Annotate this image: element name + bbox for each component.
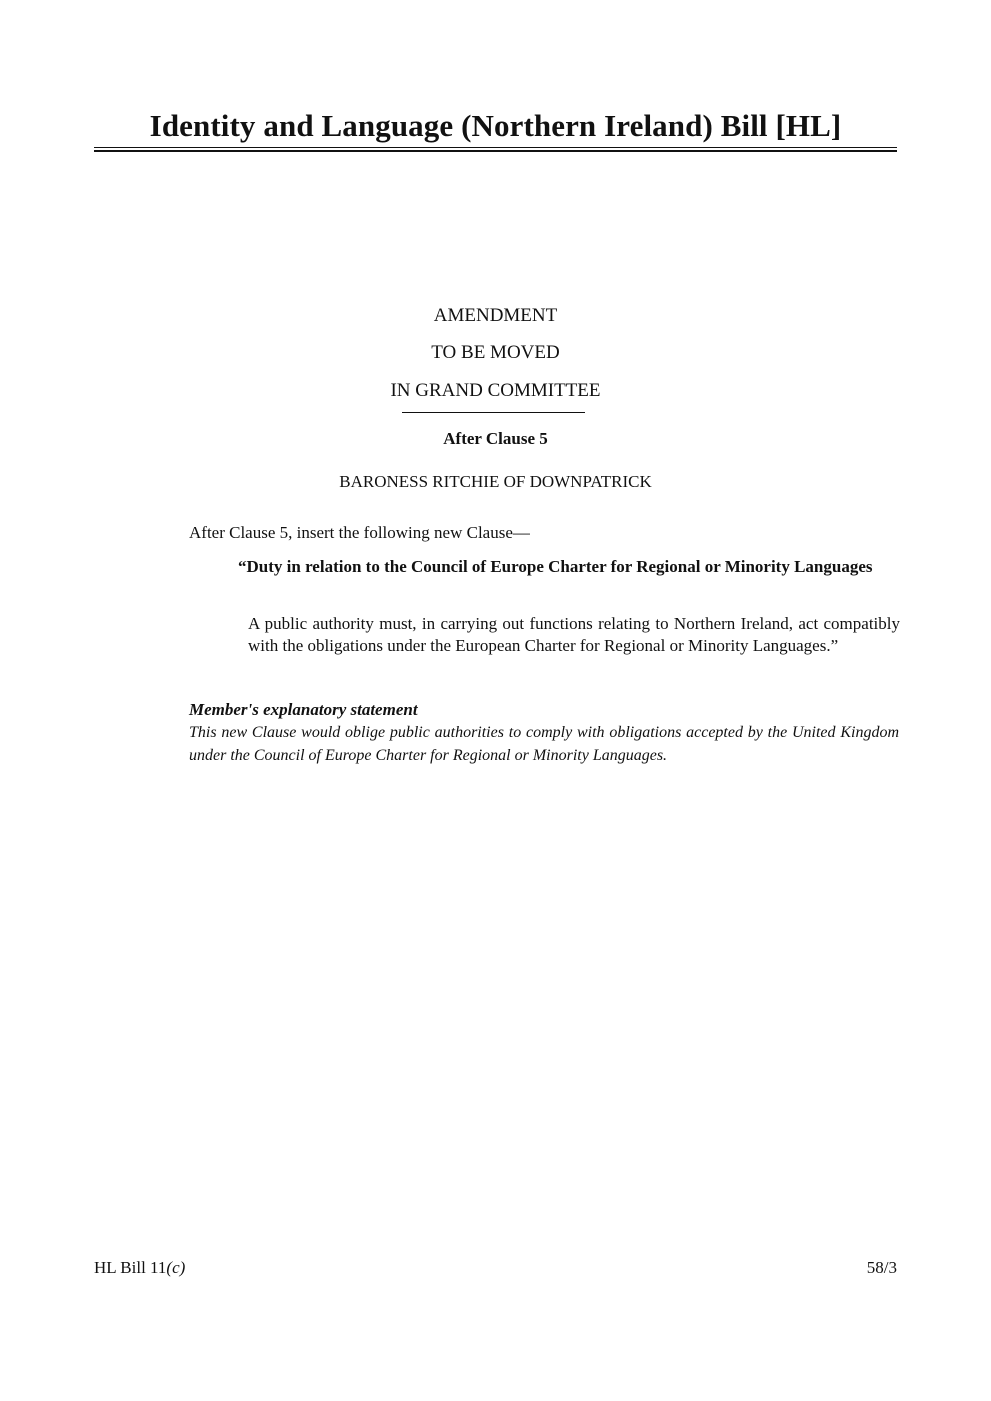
page-reference: 58/3	[866, 1258, 897, 1277]
new-clause-body: A public authority must, in carrying out functions relating to Northern Ireland, act compatibly with the obligations under the European Charter for Regional or Minority Languages.”	[248, 614, 900, 655]
explanatory-statement-title: Member's explanatory statement	[189, 700, 418, 719]
bill-reference-suffix: (c)	[166, 1258, 186, 1277]
document-title: Identity and Language (Northern Ireland) Bill [HL]	[149, 108, 842, 143]
bill-reference	[94, 1258, 185, 1278]
amendment-position: After Clause 5	[443, 429, 548, 448]
new-clause-heading: “Duty in relation to the Council of Europe Charter for Regional or Minority Languages	[238, 557, 873, 576]
heading-divider	[402, 412, 585, 413]
amendment-mover: BARONESS RITCHIE OF DOWNPATRICK	[339, 472, 652, 491]
title-rule-thin	[94, 147, 897, 148]
heading-grand-committee: IN GRAND COMMITTEE	[390, 380, 601, 401]
amendment-instruction: After Clause 5, insert the following new Clause—	[189, 523, 530, 542]
explanatory-statement-body: This new Clause would oblige public authorities to comply with obligations accepted by the United Kingdom under the Council of Europe Charter for Regional or Minority Languages.	[189, 724, 899, 764]
heading-amendment: AMENDMENT	[433, 305, 558, 326]
title-rule-thick	[94, 150, 897, 152]
bill-reference-number: HL Bill 11	[94, 1258, 167, 1277]
heading-to-be-moved: TO BE MOVED	[431, 342, 560, 363]
